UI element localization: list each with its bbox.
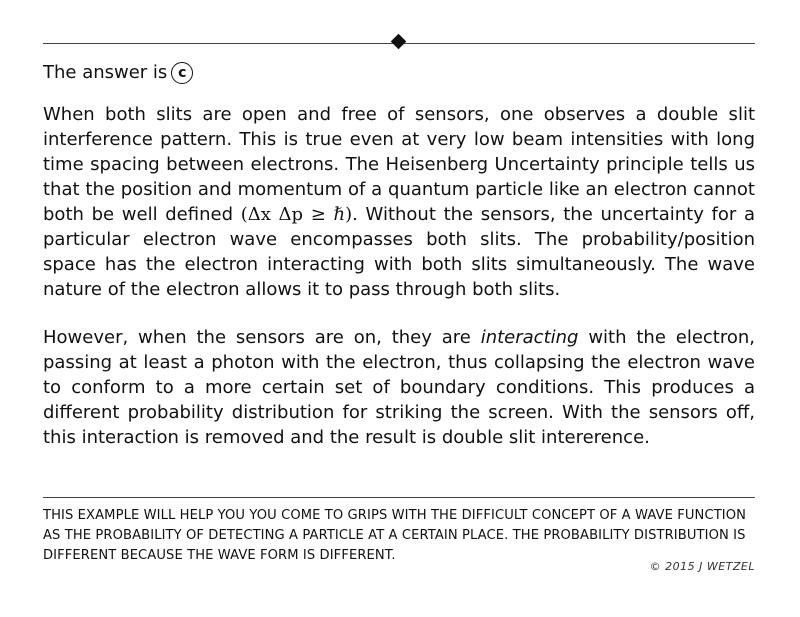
explanation-paragraph-2: [43, 325, 755, 450]
bottom-divider: [43, 497, 755, 498]
paragraph-1-text-a: When both slits are open and free of sensors, one observes a double slit interference pattern. This is true even at very low beam intensities with long time spacing between electrons. The Heisenberg Uncertainty principle tells us that the position and momentum of a quantum particle like an electron cannot both be well defined: [43, 104, 755, 225]
paragraph-2-text-b: with the electron, passing at least a photon with the electron, thus collapsing the electron wave to conform to a more certain set of boundary conditions. This produces a different probability distribution for striking the screen. With the sensors off, this interaction is removed and the result is double slit intererence.: [43, 327, 755, 448]
answer-choice-badge: c: [171, 62, 193, 84]
paragraph-2-emphasis: interacting: [480, 327, 579, 348]
diamond-ornament-icon: [391, 34, 407, 50]
explanation-paragraph-1: [43, 102, 755, 302]
footnote: THIS EXAMPLE WILL HELP YOU YOU COME TO GRIPS WITH THE DIFFICULT CONCEPT OF A WAVE FUNCTION AS THE PROBABILITY OF DETECTING A PARTICLE AT A CERTAIN PLACE. THE PROBABILITY DISTRIBUTION IS DIFFERENT BECAUSE THE WAVE FORM IS DIFFERENT.: [43, 508, 747, 563]
paragraph-2-text-a: However, when the sensors are on, they are: [43, 327, 471, 348]
answer-line: [43, 60, 193, 86]
paragraph-1-text-b: Without the sensors, the uncertainty for a particular electron wave encompasses both slits. The probability/position space has the electron interacting with both slits simultaneously. The wave nature of the electron allows it to pass through both slits.: [43, 204, 755, 300]
answer-prefix: The answer is: [43, 62, 168, 83]
copyright-notice: © 2015 J WETZEL: [649, 560, 755, 573]
uncertainty-formula: (Δx Δp ≥ ℏ).: [240, 204, 358, 225]
